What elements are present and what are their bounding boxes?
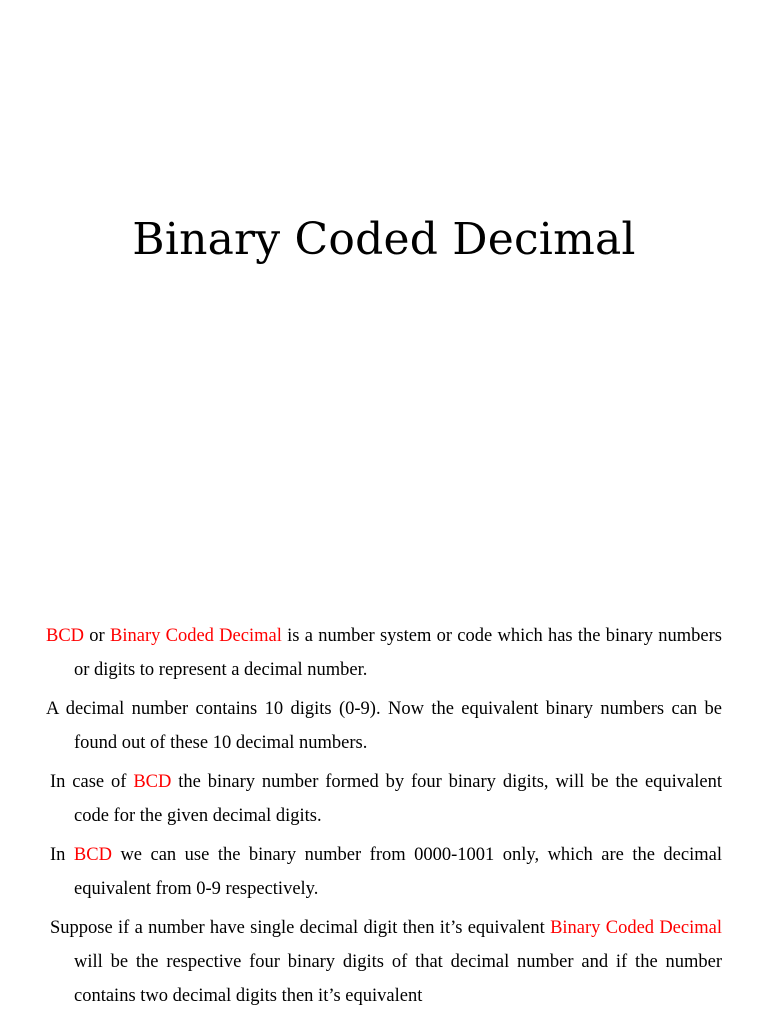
page-title: Binary Coded Decimal [132, 214, 636, 265]
text-run: will be the respective four binary digits of that decimal number and if the number contains two decimal digits then it’s equivalent [74, 952, 722, 1006]
paragraph-single-digit-example [46, 911, 722, 1013]
paragraph-decimal-digits [46, 692, 722, 760]
highlight-term: Binary Coded Decimal [110, 626, 282, 646]
paragraph-bcd-range [46, 838, 722, 906]
body-text [46, 619, 722, 1018]
text-run: In case of [50, 772, 134, 792]
text-run: is a number system or code which has the binary numbers or digits to represent a decimal number. [74, 626, 723, 680]
highlight-term: BCD [46, 626, 85, 646]
highlight-term: BCD [73, 845, 112, 865]
text-run: Suppose if a number have single decimal digit then it’s equivalent [50, 918, 551, 938]
text-run: the binary number formed by four binary digits, will be the equivalent code for the given decimal digits. [74, 772, 722, 826]
text-run: In [50, 845, 74, 865]
text-run: A decimal number contains 10 digits (0-9). Now the equivalent binary numbers can be found out of these 10 decimal numbers. [46, 699, 722, 753]
highlight-term: BCD [133, 772, 172, 792]
text-run: we can use the binary number from 0000-1001 only, which are the decimal equivalent from 0-9 respectively. [74, 845, 722, 899]
paragraph-bcd-definition [46, 619, 722, 687]
highlight-term: Binary Coded Decimal [550, 918, 722, 938]
text-run: or [84, 626, 110, 646]
paragraph-four-binary-digits [46, 765, 722, 833]
